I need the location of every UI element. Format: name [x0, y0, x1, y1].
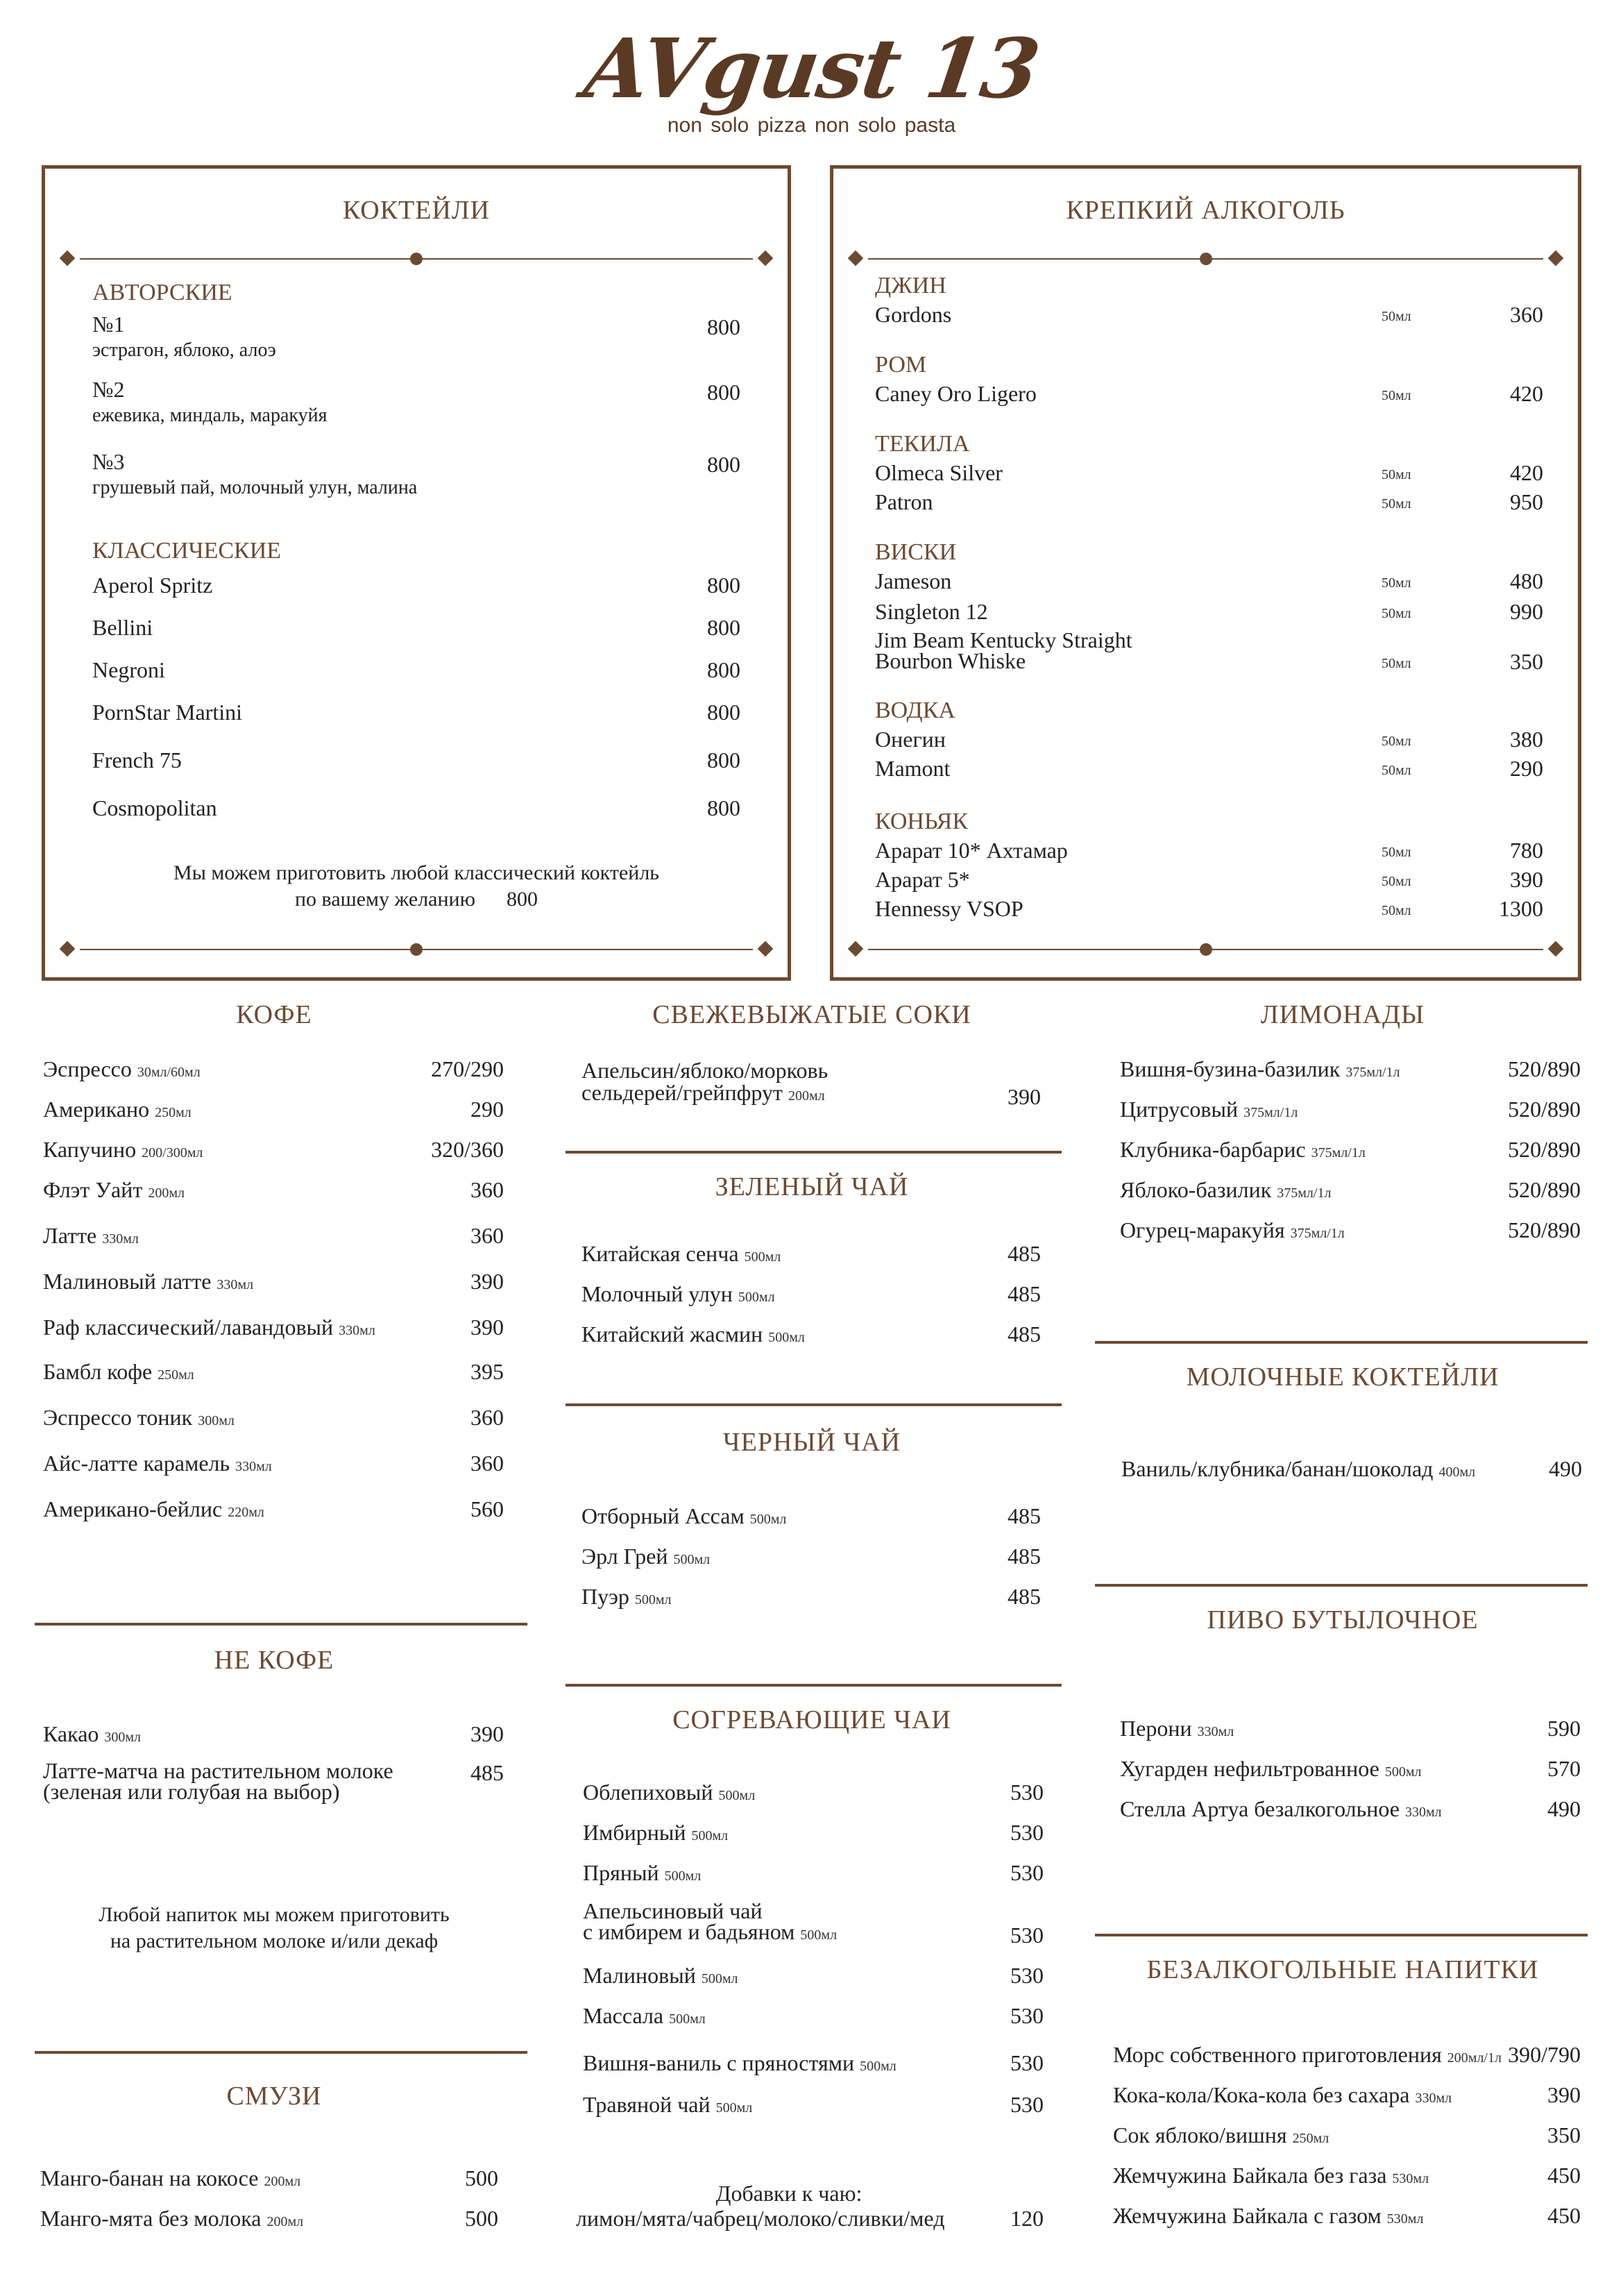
menu-item-price: 360: [470, 1451, 504, 1476]
menu-item-volume: 500мл: [664, 1868, 702, 1884]
menu-item-price: 530: [1010, 1780, 1044, 1805]
tea-addons-title: Добавки к чаю:: [715, 2181, 863, 2206]
cocktails-box: [42, 165, 791, 981]
menu-item-volume: 200мл: [788, 1088, 825, 1104]
menu-item-name: Jameson: [875, 568, 952, 593]
plant-milk-note: Любой напиток мы можем приготовить на растительном молоке и/или декаф: [99, 1903, 450, 1952]
menu-item-price: 800: [707, 314, 740, 339]
menu-item-price: 800: [707, 380, 740, 405]
menu-item-name: Singleton 12: [875, 599, 988, 624]
menu-item-name: Bellini: [92, 615, 153, 640]
menu-item-name: Пряный 500мл: [583, 1860, 702, 1885]
menu-item-name: №1: [92, 312, 125, 337]
menu-item-volume: 375мл/1л: [1243, 1105, 1298, 1120]
menu-item-price: 450: [1547, 2163, 1581, 2188]
menu-item-price: 360: [470, 1223, 504, 1248]
menu-item-volume: 330мл: [102, 1231, 139, 1247]
menu-item-price: 590: [1547, 1716, 1581, 1741]
menu-item-name: Облепиховый 500мл: [583, 1780, 756, 1805]
menu-item-name: Cosmopolitan: [92, 795, 217, 820]
menu-item-volume: 500мл: [738, 1290, 775, 1305]
section-divider: [1095, 1584, 1588, 1587]
menu-item-volume: 50мл: [1382, 606, 1411, 621]
menu-item-volume: 50мл: [1382, 309, 1411, 324]
menu-item-name: Апельсин/яблоко/морковь сельдерей/грейпфрут 200мл: [581, 1058, 829, 1105]
menu-item-name: Американо 250мл: [43, 1097, 192, 1122]
cocktails-title: КОКТЕЙЛИ: [342, 196, 491, 225]
menu-item-volume: 500мл: [673, 1552, 711, 1567]
group-title: ДЖИН: [875, 273, 946, 298]
menu-item-price: 530: [1010, 1923, 1044, 1948]
menu-item-desc: грушевый пай, молочный улун, малина: [92, 477, 418, 498]
menu-item-price: 800: [707, 795, 740, 820]
menu-item-name: Имбирный 500мл: [583, 1820, 729, 1845]
green-tea-title: ЗЕЛЕНЫЙ ЧАЙ: [715, 1172, 909, 1201]
menu-item-volume: 250мл: [158, 1367, 194, 1383]
menu-item-price: 520/890: [1508, 1137, 1581, 1162]
menu-item-price: 360: [470, 1177, 504, 1202]
ornament-divider: [847, 943, 1564, 956]
menu-item-name: Флэт Уайт 200мл: [43, 1177, 185, 1202]
menu-item-price: 380: [1510, 727, 1543, 752]
menu-item-volume: 330мл: [1197, 1724, 1234, 1739]
section-divider: [566, 1151, 1062, 1154]
menu-item-price: 485: [470, 1760, 504, 1785]
menu-item-volume: 50мл: [1382, 656, 1411, 671]
menu-item-volume: 250мл: [1292, 2131, 1329, 2146]
menu-item-volume: 330мл: [216, 1277, 254, 1292]
menu-item-volume: 200мл: [264, 2174, 301, 2189]
menu-item-volume: 50мл: [1382, 903, 1411, 918]
menu-item-price: 520/890: [1508, 1056, 1581, 1081]
menu-item-price: 485: [1008, 1584, 1041, 1609]
menu-item-volume: 500мл: [669, 2011, 706, 2027]
juice-title: СВЕЖЕВЫЖАТЫЕ СОКИ: [652, 1000, 971, 1029]
menu-item-name: Раф классический/лавандовый 330мл: [43, 1315, 375, 1340]
menu-item-name: Айс-латте карамель 330мл: [43, 1451, 272, 1476]
menu-item-volume: 30мл/60мл: [137, 1065, 201, 1080]
menu-item-name: Mamont: [875, 756, 951, 781]
menu-item-volume: 300мл: [104, 1730, 142, 1745]
menu-item-name: Клубника-барбарис 375мл/1л: [1120, 1137, 1366, 1162]
menu-item-name: Онегин: [875, 727, 946, 752]
menu-item-volume: 530мл: [1386, 2211, 1424, 2227]
menu-item-price: 1300: [1499, 896, 1543, 921]
menu-item-name: Caney Oro Ligero: [875, 381, 1037, 406]
cocktails-note-price: 800: [507, 887, 538, 911]
menu-item-volume: 375мл/1л: [1345, 1065, 1400, 1080]
menu-item-name: Травяной чай 500мл: [583, 2092, 753, 2117]
menu-item-volume: 500мл: [718, 1788, 756, 1803]
menu-item-volume: 50мл: [1382, 845, 1411, 860]
menu-item-name: Латте 330мл: [43, 1223, 139, 1248]
menu-item-name: Эспрессо 30мл/60мл: [43, 1056, 201, 1081]
menu-item-volume: 500мл: [1384, 1764, 1422, 1780]
menu-item-price: 485: [1008, 1281, 1041, 1306]
menu-item-price: 350: [1510, 649, 1543, 674]
menu-item-price: 530: [1010, 2050, 1044, 2075]
smoothie-title: СМУЗИ: [226, 2082, 322, 2111]
group-title: ВОДКА: [875, 698, 955, 723]
ornament-divider: [59, 943, 774, 956]
group-title: ВИСКИ: [875, 539, 957, 565]
menu-item-price: 390: [470, 1721, 504, 1746]
menu-item-volume: 200мл/1л: [1447, 2050, 1502, 2066]
menu-item-volume: 330мл: [1415, 2091, 1452, 2106]
menu-item-name: Арарат 5*: [875, 867, 970, 892]
menu-item-price: 520/890: [1508, 1217, 1581, 1242]
menu-item-name: French 75: [92, 748, 182, 773]
menu-item-price: 420: [1510, 460, 1543, 485]
menu-item-price: 395: [470, 1359, 504, 1384]
menu-item-name: Массала 500мл: [583, 2003, 706, 2028]
menu-item-name: Hennessy VSOP: [875, 896, 1023, 921]
menu-item-price: 490: [1547, 1796, 1581, 1821]
menu-item-price: 530: [1010, 2003, 1044, 2028]
warm-tea-title: СОГРЕВАЮЩИЕ ЧАИ: [672, 1705, 951, 1734]
menu-item-volume: 530мл: [1392, 2171, 1429, 2186]
menu-item-volume: 500мл: [701, 1971, 738, 1986]
section-divider: [35, 2051, 527, 2054]
menu-item-name: Перони 330мл: [1120, 1716, 1234, 1741]
menu-item-price: 950: [1510, 489, 1543, 514]
menu-item-volume: 200мл: [148, 1185, 185, 1201]
menu-item-price: 530: [1010, 1963, 1044, 1988]
menu-item-price: 485: [1008, 1241, 1041, 1266]
menu-item-volume: 50мл: [1382, 467, 1411, 482]
menu-item-name: Жемчужина Байкала без газа 530мл: [1113, 2163, 1429, 2188]
menu-item-name: Вишня-бузина-базилик 375мл/1л: [1120, 1056, 1400, 1081]
menu-item-volume: 330мл: [339, 1323, 375, 1338]
menu-item-price: 120: [1010, 2206, 1044, 2231]
menu-item-volume: 50мл: [1382, 734, 1411, 749]
menu-item-volume: 250мл: [155, 1105, 192, 1120]
menu-item-desc: эстрагон, яблоко, алоэ: [92, 339, 276, 361]
menu-item-price: 990: [1510, 599, 1543, 624]
menu-item-name: Patron: [875, 489, 933, 514]
menu-item-name: Малиновый латте 330мл: [43, 1269, 254, 1294]
menu-item-price: 800: [707, 573, 740, 598]
menu-item-name: Вишня-ваниль с пряностями 500мл: [583, 2050, 897, 2075]
soft-drinks-title: БЕЗАЛКОГОЛЬНЫЕ НАПИТКИ: [1146, 1955, 1539, 1984]
menu-item-name: Какао 300мл: [43, 1721, 142, 1746]
black-tea-title: ЧЕРНЫЙ ЧАЙ: [722, 1428, 901, 1457]
menu-item-name: Цитрусовый 375мл/1л: [1120, 1097, 1298, 1122]
menu-item-desc: ежевика, миндаль, маракуйя: [92, 405, 328, 426]
menu-item-price: 450: [1547, 2203, 1581, 2228]
classic-title: КЛАССИЧЕСКИЕ: [92, 538, 282, 564]
section-divider: [566, 1684, 1062, 1687]
signature-title: АВТОРСКИЕ: [92, 280, 232, 305]
menu-item-price: 390: [1008, 1084, 1041, 1109]
cocktails-note-line2-row: [45, 886, 788, 913]
menu-item-volume: 400мл: [1438, 1464, 1476, 1480]
menu-item-volume: 500мл: [768, 1330, 805, 1345]
group-title: РОМ: [875, 352, 927, 378]
menu-item-price: 500: [465, 2206, 498, 2231]
menu-item-price: 490: [1549, 1456, 1582, 1481]
menu-item-volume: 500мл: [715, 2100, 753, 2116]
menu-item-volume: 375мл/1л: [1290, 1226, 1345, 1241]
menu-item-price: 390: [1510, 867, 1543, 892]
menu-item-name: Эрл Грей 500мл: [581, 1544, 711, 1569]
menu-item-price: 485: [1008, 1544, 1041, 1569]
menu-item-name: Арарат 10* Ахтамар: [875, 838, 1068, 863]
brand-tagline: non solo pizza non solo pasta: [667, 114, 956, 137]
ornament-divider: [59, 252, 774, 266]
brand-header: [0, 20, 1623, 137]
menu-item-volume: 50мл: [1382, 874, 1411, 889]
menu-item-volume: 220мл: [228, 1505, 264, 1520]
menu-item-price: 800: [707, 700, 740, 725]
menu-item-price: 560: [470, 1496, 504, 1521]
menu-item-name: Стелла Артуа безалкогольное 330мл: [1120, 1796, 1442, 1821]
tea-addons: [576, 2181, 1044, 2231]
menu-item-name: Апельсиновый чай с имбирем и бадьяном 500мл: [583, 1898, 838, 1944]
cocktails-note: [45, 860, 788, 912]
strong-title: КРЕПКИЙ АЛКОГОЛЬ: [1066, 196, 1345, 225]
section-divider: [566, 1403, 1062, 1406]
menu-item-name: Кока-кола/Кока-кола без сахара 330мл: [1113, 2082, 1452, 2107]
group-title: КОНЬЯК: [875, 809, 969, 834]
menu-item-price: 320/360: [431, 1137, 504, 1162]
menu-item-name: Морс собственного приготовления 200мл/1л: [1113, 2042, 1502, 2067]
cocktails-note-line2: по вашему желанию: [295, 887, 475, 911]
lemonades-title: ЛИМОНАДЫ: [1260, 1000, 1425, 1029]
menu-item-price: 350: [1547, 2122, 1581, 2147]
tea-addons-list: лимон/мята/чабрец/молоко/сливки/мед: [576, 2206, 945, 2231]
menu-item-volume: 500мл: [800, 1927, 838, 1943]
menu-item-price: 530: [1010, 2092, 1044, 2117]
menu-item-price: 800: [707, 657, 740, 682]
menu-item-volume: 330мл: [235, 1459, 272, 1474]
coffee-title: КОФЕ: [236, 1000, 312, 1029]
menu-item-volume: 375мл/1л: [1311, 1145, 1366, 1160]
menu-item-name: Отборный Ассам 500мл: [581, 1503, 787, 1528]
milkshakes-title: МОЛОЧНЫЕ КОКТЕЙЛИ: [1186, 1362, 1499, 1392]
menu-item-price: 360: [1510, 302, 1543, 327]
menu-item-volume: 50мл: [1382, 496, 1411, 512]
menu-item-name: Хугарден нефильтрованное 500мл: [1120, 1756, 1422, 1781]
menu-item-name: Огурец-маракуйя 375мл/1л: [1120, 1217, 1345, 1242]
section-divider: [35, 1623, 527, 1626]
menu-item-name: Манго-банан на кокосе 200мл: [40, 2166, 301, 2191]
menu-item-name: Ваниль/клубника/банан/шоколад 400мл: [1121, 1456, 1476, 1481]
menu-item-name: Пуэр 500мл: [581, 1584, 672, 1609]
menu-item-price: 800: [707, 748, 740, 773]
menu-item-volume: 50мл: [1382, 388, 1411, 403]
menu-item-volume: 500мл: [860, 2059, 897, 2074]
menu-item-price: 530: [1010, 1820, 1044, 1845]
group-title: ТЕКИЛА: [875, 431, 970, 457]
brand-logo: AVgust 13: [579, 20, 1044, 117]
menu-item-name: Бамбл кофе 250мл: [43, 1359, 194, 1384]
menu-item-name: Капучино 200/300мл: [43, 1137, 203, 1162]
menu-item-name: Китайская сенча 500мл: [581, 1241, 781, 1266]
menu-item-price: 570: [1547, 1756, 1581, 1781]
menu-item-price: 420: [1510, 381, 1543, 406]
ornament-divider: [847, 252, 1564, 266]
section-divider: [1095, 1934, 1588, 1936]
section-divider: [1095, 1341, 1588, 1344]
menu-item-name: Olmeca Silver: [875, 460, 1003, 485]
menu-item-volume: 500мл: [744, 1249, 781, 1265]
menu-item-name: Жемчужина Байкала с газом 530мл: [1113, 2203, 1424, 2228]
menu-item-volume: 300мл: [198, 1413, 235, 1428]
menu-item-price: 360: [470, 1405, 504, 1430]
menu-item-name: Молочный улун 500мл: [581, 1281, 775, 1306]
menu-item-volume: 50мл: [1382, 575, 1411, 591]
menu-item-price: 780: [1510, 838, 1543, 863]
strong-box: [830, 165, 1581, 981]
menu-item-name: Американо-бейлис 220мл: [43, 1496, 264, 1521]
menu-item-name: №2: [92, 377, 125, 402]
beer-title: ПИВО БУТЫЛОЧНОЕ: [1207, 1605, 1479, 1635]
menu-item-price: 390/790: [1508, 2042, 1581, 2067]
menu-item-name: Сок яблоко/вишня 250мл: [1113, 2122, 1329, 2147]
menu-item-name: Gordons: [875, 302, 952, 327]
menu-item-volume: 500мл: [749, 1512, 787, 1527]
menu-item-name: PornStar Martini: [92, 700, 242, 725]
menu-item-name: Латте-матча на растительном молоке (зеленая или голубая на выбор): [43, 1758, 393, 1804]
menu-item-volume: 375мл/1л: [1277, 1185, 1332, 1201]
menu-item-name: №3: [92, 449, 125, 474]
menu-item-price: 390: [470, 1269, 504, 1294]
menu-item-name: Малиновый 500мл: [583, 1963, 738, 1988]
menu-item-price: 800: [707, 452, 740, 477]
menu-item-volume: 500мл: [691, 1828, 729, 1843]
menu-item-price: 520/890: [1508, 1177, 1581, 1202]
menu-item-price: 500: [465, 2166, 498, 2191]
menu-item-price: 270/290: [431, 1056, 504, 1081]
menu-item-volume: 330мл: [1404, 1805, 1442, 1820]
menu-item-price: 520/890: [1508, 1097, 1581, 1122]
menu-item-name: Negroni: [92, 657, 165, 682]
menu-item-volume: 200/300мл: [142, 1145, 203, 1160]
menu-item-name: Манго-мята без молока 200мл: [40, 2206, 304, 2231]
menu-item-price: 390: [470, 1315, 504, 1340]
menu-item-price: 290: [470, 1097, 504, 1122]
menu-item-volume: 50мл: [1382, 763, 1411, 778]
menu-item-price: 390: [1547, 2082, 1581, 2107]
menu-item-price: 290: [1510, 756, 1543, 781]
menu-item-name: Aperol Spritz: [92, 573, 213, 598]
cocktails-note-line1: Мы можем приготовить любой классический коктейль: [173, 861, 659, 884]
menu-item-name: Jim Beam Kentucky Straight Bourbon Whiske: [875, 627, 1132, 673]
menu-item-name: Китайский жасмин 500мл: [581, 1322, 805, 1347]
menu-item-name: Эспрессо тоник 300мл: [43, 1405, 235, 1430]
not-coffee-title: НЕ КОФЕ: [214, 1646, 334, 1675]
menu-item-name: Яблоко-базилик 375мл/1л: [1120, 1177, 1332, 1202]
menu-item-volume: 200мл: [266, 2214, 304, 2229]
menu-item-price: 530: [1010, 1860, 1044, 1885]
menu-item-price: 485: [1008, 1322, 1041, 1347]
menu-item-price: 800: [707, 615, 740, 640]
menu-item-volume: 500мл: [634, 1592, 672, 1607]
menu-item-price: 485: [1008, 1503, 1041, 1528]
menu-item-price: 480: [1510, 568, 1543, 593]
